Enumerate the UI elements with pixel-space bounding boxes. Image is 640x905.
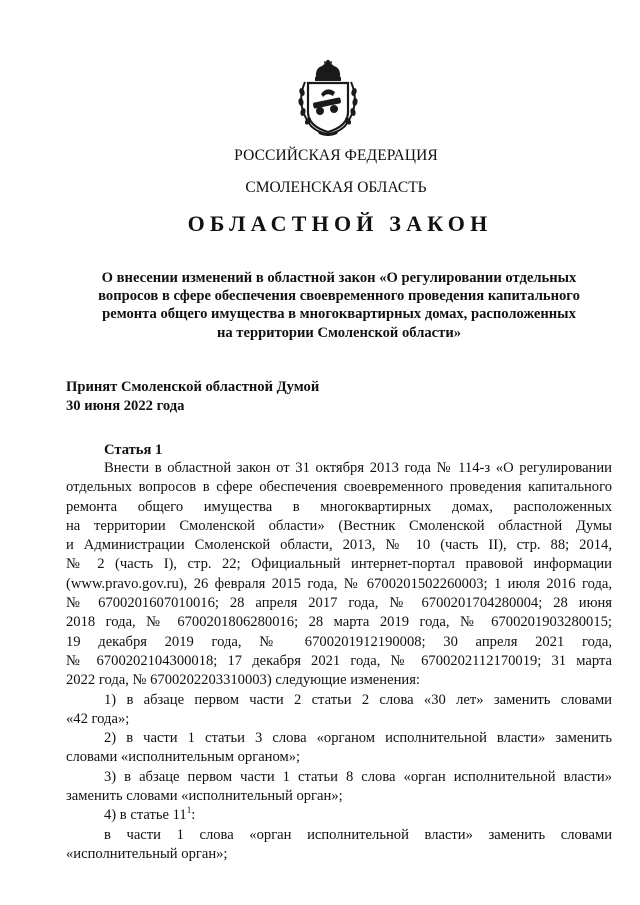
adoption-info xyxy=(66,378,319,416)
law-title-line: на территории Смоленской области» xyxy=(216,324,462,341)
article-line: заменить словами «исполнительный орган»; xyxy=(66,788,343,805)
article-line: № 2 (часть I), стр. 22; Официальный интернет-портал правовой информации xyxy=(66,556,612,573)
article-line: ремонта общего имущества в многоквартирных домах, расположенных xyxy=(66,498,612,515)
article-line: (www.pravo.gov.ru), 26 февраля 2015 года, № 6700201502260003; 1 июля 2016 года, xyxy=(66,575,612,592)
coat-of-arms-icon xyxy=(293,60,363,136)
article-line: 1) в абзаце первом части 2 статьи 2 слова «30 лет» заменить словами xyxy=(104,691,612,708)
article-line: 2) в части 1 статьи 3 слова «органом исполнительной власти» заменить xyxy=(104,730,612,747)
article-line: Внести в областной закон от 31 октября 2013 года № 114-з «О регулировании xyxy=(104,460,612,476)
article-line xyxy=(66,806,612,825)
article-line: № 6700201607010016; 28 апреля 2017 года, № 6700201704280004; 28 июня xyxy=(66,595,612,612)
article-line: 19 декабря 2019 года, № 6700201912190008; 30 апреля 2021 года, xyxy=(66,633,612,650)
region-heading: СМОЛЕНСКАЯ ОБЛАСТЬ xyxy=(245,179,427,196)
article-line: 3) в абзаце первом части 1 статьи 8 слова «орган исполнительной власти» xyxy=(104,768,612,785)
article-line: в части 1 слова «орган исполнительной власти» заменить словами xyxy=(104,826,612,843)
article-line: 2022 года, № 6700202203310003) следующие изменения: xyxy=(66,672,420,689)
document-type-heading: ОБЛАСТНОЙ ЗАКОН xyxy=(187,211,493,236)
article-line: на территории Смоленской области» (Вестник Смоленской областной Думы xyxy=(66,517,612,534)
law-title xyxy=(86,269,592,342)
article-body xyxy=(66,459,612,864)
article-line: и Администрации Смоленской области, 2013, № 10 (часть II), стр. 88; 2014, xyxy=(66,537,612,554)
adoption-date: 30 июня 2022 года xyxy=(66,398,185,414)
law-title-line: вопросов в сфере обеспечения своевременного проведения капитального xyxy=(98,288,580,305)
country-heading: РОССИЙСКАЯ ФЕДЕРАЦИЯ xyxy=(234,147,438,164)
article-line: 2018 года, № 6700201806280016; 28 марта 2019 года, № 6700201903280015; xyxy=(66,614,612,631)
article-line: отдельных вопросов в сфере обеспечения своевременного проведения капитального xyxy=(66,479,612,496)
law-title-line: ремонта общего имущества в многоквартирных домах, расположенных xyxy=(102,306,576,323)
law-title-line: О внесении изменений в областной закон «О регулировании отдельных xyxy=(101,270,577,286)
article-line: № 6700202104300018; 17 декабря 2021 года, № 6700202112170019; 31 марта xyxy=(66,652,612,669)
adoption-body: Принят Смоленской областной Думой xyxy=(66,379,320,395)
article-item-text: 4) в статье 11 xyxy=(104,807,187,824)
article-line: словами «исполнительным органом»; xyxy=(66,749,301,766)
article-line: «42 года»; xyxy=(66,710,130,727)
article-item-colon: : xyxy=(191,807,196,824)
superscript-number: 1 xyxy=(186,805,192,816)
article-line: «исполнительный орган»; xyxy=(66,845,228,862)
article-heading: Статья 1 xyxy=(104,442,163,458)
